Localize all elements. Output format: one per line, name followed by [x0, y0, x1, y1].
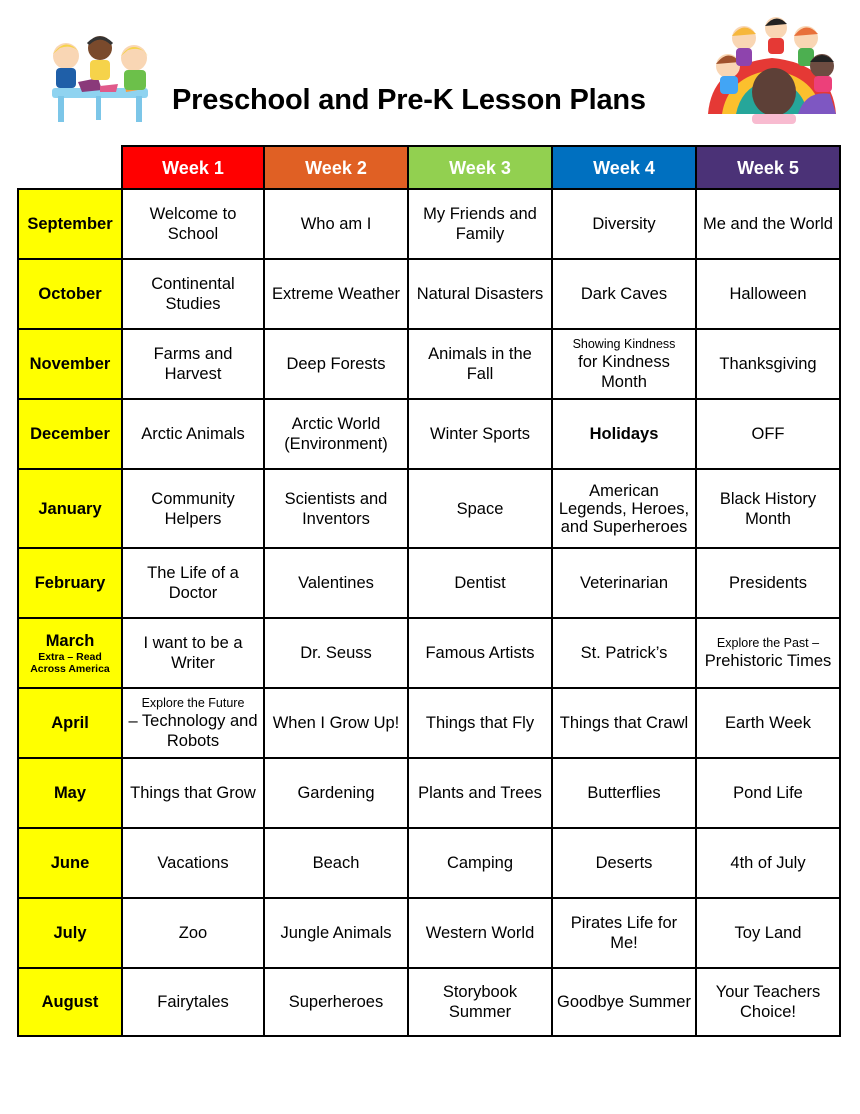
topic-cell: Valentines	[264, 548, 408, 618]
month-label	[18, 618, 122, 688]
topic-cell-small-line: Explore the Past –	[716, 635, 820, 650]
topic-cell: Gardening	[264, 758, 408, 828]
topic-cell: Farms and Harvest	[122, 329, 264, 399]
table-row	[18, 399, 840, 469]
table-row	[18, 898, 840, 968]
topic-cell: Superheroes	[264, 968, 408, 1036]
week-4-header: Week 4	[552, 146, 696, 189]
table-row	[18, 618, 840, 688]
month-label: April	[18, 688, 122, 758]
topic-cell: Scientists and Inventors	[264, 469, 408, 548]
corner-cell	[18, 146, 122, 189]
topic-cell: Your Teachers Choice!	[696, 968, 840, 1036]
topic-cell: Arctic Animals	[122, 399, 264, 469]
week-1-header: Week 1	[122, 146, 264, 189]
month-label: November	[18, 329, 122, 399]
topic-cell: Vacations	[122, 828, 264, 898]
topic-cell: Jungle Animals	[264, 898, 408, 968]
topic-cell: Toy Land	[696, 898, 840, 968]
topic-cell: Continental Studies	[122, 259, 264, 329]
topic-cell-small-line: Explore the Future	[141, 695, 245, 710]
kids-circle-time-clipart	[702, 14, 842, 126]
topic-cell: Deserts	[552, 828, 696, 898]
topic-cell: Butterflies	[552, 758, 696, 828]
topic-cell: I want to be a Writer	[122, 618, 264, 688]
topic-cell	[552, 329, 696, 399]
table-row	[18, 259, 840, 329]
topic-cell: Fairytales	[122, 968, 264, 1036]
topic-cell: Camping	[408, 828, 552, 898]
topic-cell-main-line: Prehistoric Times	[704, 651, 832, 670]
topic-cell: My Friends and Family	[408, 189, 552, 259]
topic-cell: Winter Sports	[408, 399, 552, 469]
week-2-header: Week 2	[264, 146, 408, 189]
month-label: July	[18, 898, 122, 968]
page-title: Preschool and Pre-K Lesson Plans	[172, 84, 646, 116]
month-label: August	[18, 968, 122, 1036]
topic-cell: Natural Disasters	[408, 259, 552, 329]
table-row	[18, 548, 840, 618]
kids-crafting-clipart	[38, 30, 168, 130]
topic-cell: Pirates Life for Me!	[552, 898, 696, 968]
topic-cell: Dr. Seuss	[264, 618, 408, 688]
topic-cell: OFF	[696, 399, 840, 469]
topic-cell: Who am I	[264, 189, 408, 259]
week-header-row	[18, 146, 840, 189]
table-row	[18, 828, 840, 898]
topic-cell: Deep Forests	[264, 329, 408, 399]
topic-cell: St. Patrick’s	[552, 618, 696, 688]
topic-cell-small-line: Showing Kindness	[572, 336, 676, 351]
topic-cell: Earth Week	[696, 688, 840, 758]
topic-cell: Dark Caves	[552, 259, 696, 329]
topic-cell: Space	[408, 469, 552, 548]
topic-cell: Black History Month	[696, 469, 840, 548]
topic-cell: Western World	[408, 898, 552, 968]
table-row	[18, 758, 840, 828]
topic-cell	[696, 618, 840, 688]
topic-cell: Arctic World (Environment)	[264, 399, 408, 469]
topic-cell: Plants and Trees	[408, 758, 552, 828]
topic-cell: Veterinarian	[552, 548, 696, 618]
month-label: September	[18, 189, 122, 259]
topic-cell: Things that Crawl	[552, 688, 696, 758]
topic-cell: Me and the World	[696, 189, 840, 259]
topic-cell: Thanksgiving	[696, 329, 840, 399]
topic-cell: Things that Grow	[122, 758, 264, 828]
topic-cell: When I Grow Up!	[264, 688, 408, 758]
topic-cell: Storybook Summer	[408, 968, 552, 1036]
topic-cell	[122, 688, 264, 758]
topic-cell: Animals in the Fall	[408, 329, 552, 399]
table-row	[18, 189, 840, 259]
table-row	[18, 968, 840, 1036]
topic-cell: Presidents	[696, 548, 840, 618]
topic-cell: Extreme Weather	[264, 259, 408, 329]
table-row	[18, 688, 840, 758]
table-row	[18, 329, 840, 399]
topic-cell: Things that Fly	[408, 688, 552, 758]
topic-cell: Dentist	[408, 548, 552, 618]
topic-cell: Holidays	[552, 399, 696, 469]
topic-cell: The Life of a Doctor	[122, 548, 264, 618]
topic-cell: Famous Artists	[408, 618, 552, 688]
week-3-header: Week 3	[408, 146, 552, 189]
table-row	[18, 469, 840, 548]
month-note: Extra – Read Across America	[30, 651, 110, 675]
month-label: February	[18, 548, 122, 618]
topic-cell-main-line: – Technology and Robots	[128, 711, 258, 750]
lesson-plan-table	[17, 145, 841, 1037]
month-label: December	[18, 399, 122, 469]
month-label: May	[18, 758, 122, 828]
topic-cell: Community Helpers	[122, 469, 264, 548]
topic-cell: Pond Life	[696, 758, 840, 828]
topic-cell: Zoo	[122, 898, 264, 968]
topic-cell: Welcome to School	[122, 189, 264, 259]
month-label: June	[18, 828, 122, 898]
week-5-header: Week 5	[696, 146, 840, 189]
topic-cell: American Legends, Heroes, and Superheroes	[552, 469, 696, 548]
topic-cell: Diversity	[552, 189, 696, 259]
topic-cell: Beach	[264, 828, 408, 898]
month-label: January	[18, 469, 122, 548]
topic-cell: 4th of July	[696, 828, 840, 898]
topic-cell: Goodbye Summer	[552, 968, 696, 1036]
topic-cell-main-line: for Kindness Month	[578, 352, 670, 391]
month-label: October	[18, 259, 122, 329]
topic-cell: Halloween	[696, 259, 840, 329]
month-name: March	[45, 632, 95, 650]
